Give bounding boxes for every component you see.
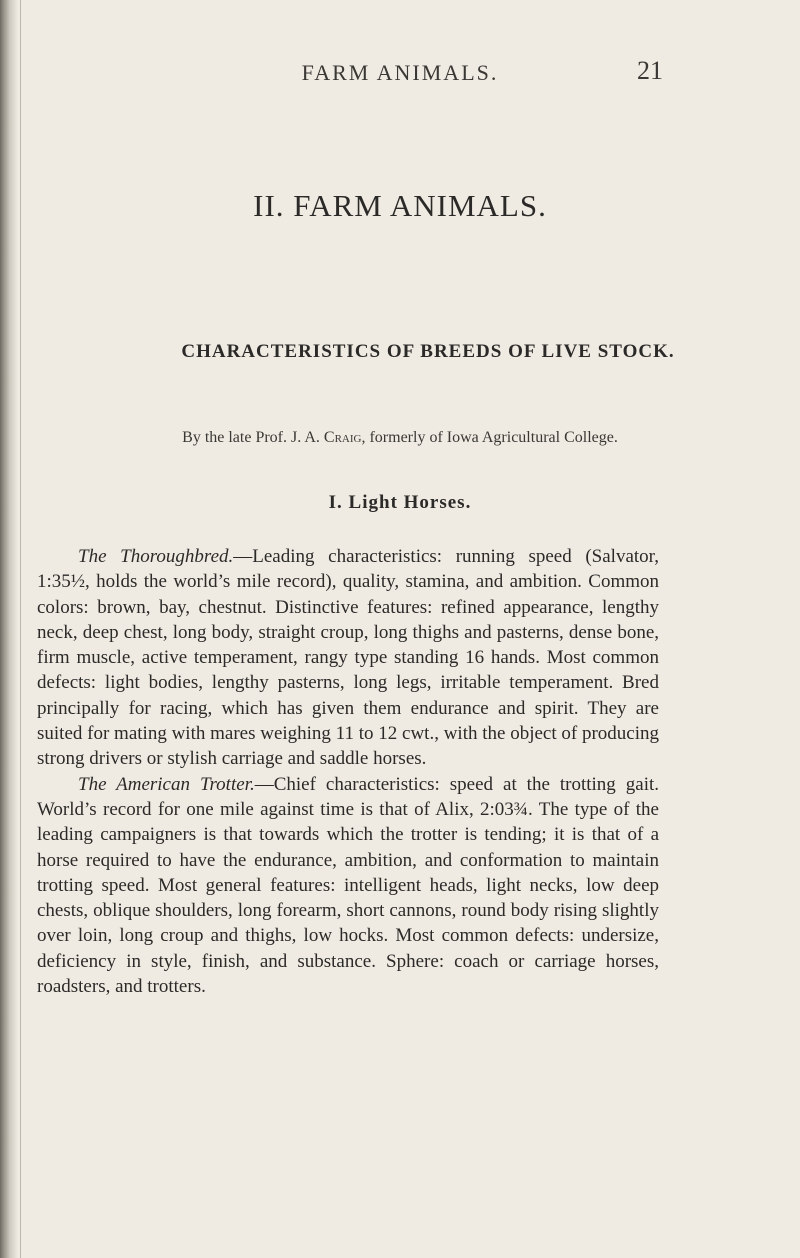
paragraph-lead: The American Trotter. bbox=[78, 773, 255, 795]
running-title: FARM ANIMALS. bbox=[301, 60, 499, 85]
paragraph-american-trotter bbox=[37, 772, 659, 1000]
paragraph-thoroughbred bbox=[37, 544, 659, 772]
paragraph-lead: The Thoroughbred. bbox=[78, 546, 234, 567]
section-title: CHARACTERISTICS OF BREEDS OF LIVE STOCK. bbox=[181, 341, 675, 362]
paragraph-text: —Leading characteristics: running speed (Salvator, 1:35½, holds the world’s mile record), quality, stamina, and ambition. Common colors: brown, bay, chestnut. Distinctive features: refined appearance, lengthy neck, deep chest, long body, straight croup, long thighs and pasterns, dense bone, firm muscle, active temperament, rangy type standing 16 hands. Most common defects: light bodies, lengthy pasterns, long legs, irritable temperament. Bred principally for racing, which has given them endurance and spirit. They are suited for mating with mares weighing 11 to 12 cwt., with the object of producing strong drivers or stylish carriage and saddle horses. bbox=[37, 546, 659, 770]
subsection-title: I. Light Horses. bbox=[328, 492, 472, 513]
byline-author: Craig bbox=[323, 429, 362, 446]
byline-prefix: By the late Prof. J. A. bbox=[182, 429, 324, 446]
paragraph-text: —Chief characteristics: speed at the trotting gait. World’s record for one mile against time is that of Alix, 2:03¾. The type of the leading campaigners is that towards which the trotter is tending; it is that of a horse required to have the endurance, ambition, and conformation to maintain trotting speed. Most general features: intelligent heads, light necks, low deep chests, oblique shoulders, long forearm, short cannons, round body rising slightly over loin, long croup and thighs, low hocks. Most common defects: undersize, deficiency in style, finish, and substance. Sphere: coach or carriage horses, roadsters, and trotters. bbox=[37, 773, 660, 998]
running-head bbox=[0, 56, 800, 86]
page-number: 21 bbox=[637, 56, 663, 85]
byline-suffix: , formerly of Iowa Agricultural College. bbox=[361, 429, 618, 446]
chapter-title: II. FARM ANIMALS. bbox=[253, 188, 547, 223]
byline bbox=[0, 429, 800, 447]
body-text bbox=[37, 544, 659, 999]
